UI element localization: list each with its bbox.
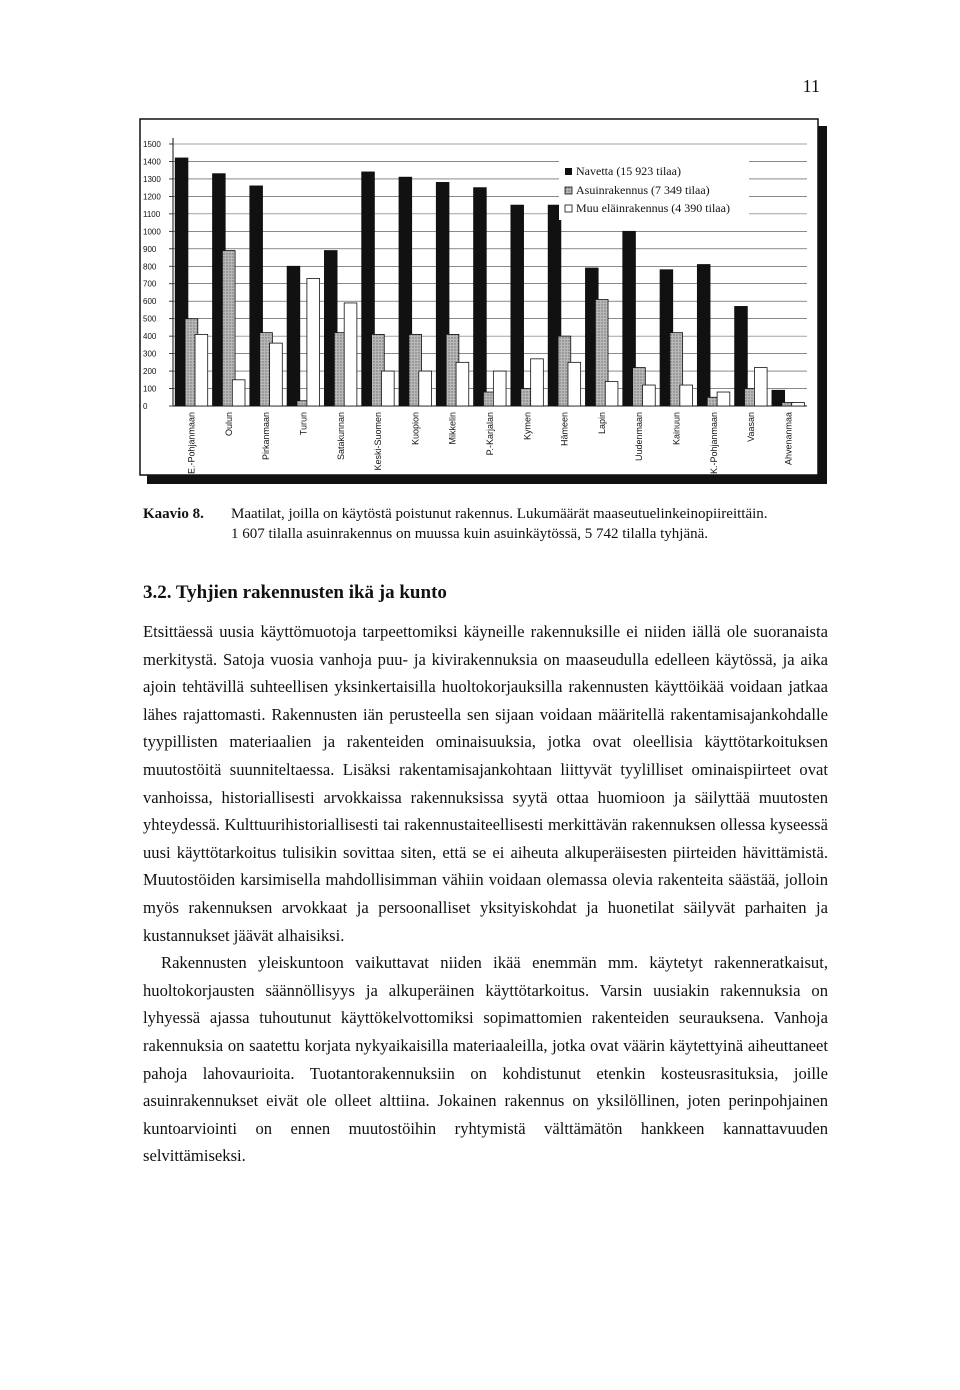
bar-muu-elainrakennus — [381, 371, 394, 406]
chart-frame-shadow-right — [818, 126, 827, 484]
x-category-label: Keski-Suomen — [373, 412, 384, 471]
x-category-label: Vaasan — [746, 412, 757, 442]
paragraph-1: Etsittäessä uusia käyttömuotoja tarpeettomiksi käyneille rakennuksille ei niiden iällä ole suoranaista merkitystä. Satoja vuosia vanhoja puu- ja kivirakennuksia on maaseudulla edelleen käytössä, ja aika ajoin tehtävillä suhteellisen yksinkertaisilla huoltokorjauksilla rakennusten käyttöikää voidaan jatkaa lähes rajattomasti. Rakennusten iän perusteella sen sijaan voidaan määritellä rakentamisajankohdalle tyypillisten materiaalien ja rakenteiden ominaisuuksia, jotka ovat oleellisia käyttötarkoituksen muutostöitä suunniteltaessa. Lisäksi rakentamisajankohtaan liittyvät tyylilliset ominaispiirteet ovat vanhoissa, historiallisesti arvokkaissa rakennuksissa syytä ottaa huomioon ja säilyttää muutosten yhteydessä. Kulttuurihistoriallisesti tai rakennustaiteellisesti merkittävän rakennuksen ollessa kyseessä uusi käyttötarkoitus tulisikin sovittaa siten, että se ei aiheuta alkuperäisesten piirteiden hävittämistä. Muutostöiden karsimisella mahdollisimman vähiin voidaan olemassa olevia rakenteita säästää, jolloin myös rakennuksen arvokkaat ja persoonalliset yksityiskohdat ja huonetilat säilyvät parhaiten ja kustannukset jäävät alhaisiksi. — [143, 622, 828, 945]
figure-caption — [143, 504, 843, 544]
y-tick-label: 300 — [143, 349, 157, 359]
caption-label: Kaavio 8. — [143, 506, 204, 522]
x-category-label: Hämeen — [559, 412, 570, 447]
y-tick-label: 1000 — [143, 227, 161, 237]
bar-navetta — [697, 265, 710, 406]
x-category-label: Satakunnan — [335, 412, 346, 461]
legend — [559, 160, 749, 220]
x-category-label: Mikkelin — [447, 412, 458, 445]
x-category-label: Turun — [298, 412, 309, 436]
chart-frame-shadow-bottom — [147, 475, 827, 484]
section-heading: 3.2. Tyhjien rakennusten ikä ja kunto — [143, 582, 447, 603]
legend-item-navetta — [565, 164, 681, 178]
bar-chart-figure — [139, 118, 831, 490]
x-category-label: Kymen — [522, 412, 533, 441]
x-category-label: K.-Pohjanmaan — [708, 412, 719, 475]
x-category-label: Ahvenanmaa — [783, 412, 794, 466]
x-category-label: P.-Karjalan — [485, 412, 495, 456]
bar-muu-elainrakennus — [717, 392, 730, 406]
y-tick-label: 700 — [143, 279, 157, 289]
y-tick-label: 100 — [143, 384, 157, 394]
bar-navetta — [287, 266, 300, 406]
y-tick-label: 1100 — [143, 209, 161, 219]
bar-muu-elainrakennus — [493, 371, 506, 406]
x-category-label: Lapin — [596, 412, 607, 435]
bar-muu-elainrakennus — [531, 359, 544, 406]
x-category-label: Pirkanmaan — [261, 412, 272, 461]
legend-label-muu-elainrakennus: Muu eläinrakennus (4 390 tilaa) — [576, 201, 730, 215]
y-tick-label: 1200 — [143, 192, 161, 202]
legend-item-asuinrakennus — [565, 183, 710, 197]
paragraph-2: Rakennusten yleiskuntoon vaikuttavat niiden ikää enemmän mm. käytetyt rakenneratkaisut, huoltokorjausten säännöllisyys ja alkuperäinen käyttötarkoitus. Varsin uusiakin rakennuksia on lyhyessä ajassa tuhoutunut käyttökelvottomiksi sopimattomien rakenteiden seurauksena. Vanhoja rakennuksia on saatettu korjata nykyaikaisilla materiaaleilla, jotka ovat väärin käytettyinä aiheuttaneet pahoja lahovaurioita. Tuotantorakennuksiin on kohdistunut etenkin kosteusrasituksia, joille asuinrakennukset eivät ole olleet alttiina. Jokainen rakennus on yksilöllinen, joten perinpohjainen kuntoarviointi on ennen muutostöihin ryhtymistä välttämätön hankkeen kannattavuuden selvittämiseksi. — [143, 953, 828, 1166]
bar-muu-elainrakennus — [456, 362, 469, 406]
y-tick-label: 200 — [143, 367, 157, 377]
y-tick-label: 1500 — [143, 140, 161, 149]
bar-muu-elainrakennus — [232, 380, 245, 406]
section-body — [143, 618, 828, 1170]
bar-navetta — [511, 205, 524, 406]
legend-swatch-asuinrakennus — [565, 187, 572, 194]
y-tick-label: 500 — [143, 314, 157, 324]
caption-line-2: 1 607 tilalla asuinrakennus on muussa kuin asuinkäytössä, 5 742 tilalla tyhjänä. — [231, 526, 709, 542]
bar-muu-elainrakennus — [344, 303, 357, 406]
caption-line-1: Maatilat, joilla on käytöstä poistunut rakennus. Lukumäärät maaseutuelinkeinopiireittäin. — [231, 506, 768, 522]
legend-label-asuinrakennus: Asuinrakennus (7 349 tilaa) — [576, 183, 710, 197]
y-tick-label: 600 — [143, 297, 157, 307]
bar-muu-elainrakennus — [680, 385, 693, 406]
y-tick-label: 900 — [143, 244, 157, 254]
bar-muu-elainrakennus — [792, 403, 805, 406]
bar-muu-elainrakennus — [643, 385, 656, 406]
legend-item-muu-elainrakennus — [565, 201, 730, 215]
bar-muu-elainrakennus — [307, 278, 320, 406]
bar-chart — [139, 118, 831, 490]
x-category-label: Oulun — [223, 412, 234, 437]
x-category-label: Kainuun — [671, 412, 682, 446]
bar-muu-elainrakennus — [195, 334, 208, 406]
legend-swatch-navetta — [565, 168, 572, 175]
x-category-label: E.-Pohjanmaan — [186, 412, 197, 475]
bar-muu-elainrakennus — [754, 368, 767, 406]
y-tick-label: 800 — [143, 262, 157, 272]
bar-muu-elainrakennus — [270, 343, 283, 406]
legend-swatch-muu-elainrakennus — [565, 205, 572, 212]
bar-muu-elainrakennus — [419, 371, 432, 406]
x-category-label: Uudenmaan — [634, 412, 645, 462]
legend-label-navetta: Navetta (15 923 tilaa) — [576, 164, 681, 178]
bar-muu-elainrakennus — [605, 382, 618, 406]
y-tick-label: 1300 — [143, 174, 161, 184]
bar-navetta — [474, 188, 487, 406]
y-tick-label: 1400 — [143, 157, 161, 167]
y-tick-label: 400 — [143, 332, 157, 342]
x-category-label: Kuopion — [410, 412, 421, 446]
category-labels — [187, 412, 794, 474]
page-number: 11 — [802, 76, 820, 96]
y-tick-label: 0 — [143, 402, 148, 411]
bar-muu-elainrakennus — [568, 362, 581, 406]
